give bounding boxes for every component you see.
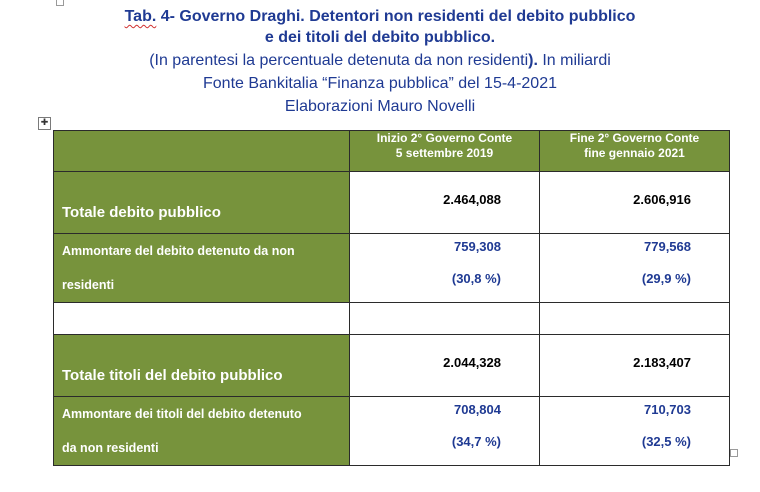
debt-nonresident-label-line1: Ammontare del debito detenuto da non <box>62 244 295 258</box>
securities-nonresident-start-pct: (34,7 %) <box>451 434 501 449</box>
debt-nonresident-start <box>350 234 540 303</box>
table-row-debt-nonresident <box>54 234 730 303</box>
securities-total-end: 2.183,407 <box>540 335 730 397</box>
securities-nonresident-start <box>350 397 540 466</box>
header-start-line1: Inizio 2° Governo Conte <box>376 131 513 145</box>
debt-nonresident-start-pct: (30,8 %) <box>451 271 501 286</box>
empty-cell-1 <box>54 303 350 335</box>
securities-nonresident-end-value: 710,703 <box>644 402 691 417</box>
header-empty-cell <box>54 131 350 172</box>
securities-total-label: Totale titoli del debito pubblico <box>54 335 350 397</box>
securities-total-start: 2.044,328 <box>350 335 540 397</box>
header-end-line2: fine gennaio 2021 <box>584 146 685 160</box>
empty-cell-3 <box>540 303 730 335</box>
caption-line-2: e dei titoli del debito pubblico. <box>264 29 496 46</box>
table-row-debt-total <box>54 172 730 234</box>
debt-nonresident-end-pct: (29,9 %) <box>641 271 691 286</box>
caption-line-3-a: (In parentesi la percentuale detenuta da non residenti <box>149 52 529 69</box>
table-row-empty <box>54 303 730 335</box>
debt-nonresident-end-value: 779,568 <box>644 239 691 254</box>
caption-line-3-b: ). <box>528 52 538 69</box>
empty-cell-2 <box>350 303 540 335</box>
table-row-securities-nonresident <box>54 397 730 466</box>
securities-nonresident-label-line2: da non residenti <box>62 441 159 455</box>
debt-table <box>53 130 730 466</box>
header-row <box>54 131 730 172</box>
caption-tab-label: Tab. <box>124 8 157 25</box>
debt-total-label: Totale debito pubblico <box>54 172 350 234</box>
debt-nonresident-label <box>54 234 350 303</box>
caption-line-3-c: In miliardi <box>537 52 611 69</box>
page-corner-mark-bottom <box>730 449 738 457</box>
header-end-line1: Fine 2° Governo Conte <box>569 131 700 145</box>
move-cross-icon[interactable]: ✚ <box>38 117 51 130</box>
caption-line-3 <box>0 50 760 71</box>
debt-total-end: 2.606,916 <box>540 172 730 234</box>
debt-nonresident-label-line2: residenti <box>62 278 115 292</box>
securities-nonresident-label <box>54 397 350 466</box>
header-end <box>540 131 730 172</box>
securities-nonresident-start-value: 708,804 <box>454 402 501 417</box>
header-start-line2: 5 settembre 2019 <box>395 146 494 160</box>
debt-nonresident-end <box>540 234 730 303</box>
table-row-securities-total <box>54 335 730 397</box>
caption-author: Elaborazioni Mauro Novelli <box>284 98 476 115</box>
debt-nonresident-start-value: 759,308 <box>454 239 501 254</box>
caption-source: Fonte Bankitalia “Finanza pubblica” del 15-4-2021 <box>203 75 557 92</box>
table-caption <box>0 6 760 117</box>
caption-line-1-text: 4- Governo Draghi. Detentori non residenti del debito pubblico <box>156 8 636 25</box>
debt-total-start: 2.464,088 <box>350 172 540 234</box>
securities-nonresident-label-line1: Ammontare dei titoli del debito detenuto <box>62 407 302 421</box>
caption-line-1 <box>0 6 760 27</box>
header-start <box>350 131 540 172</box>
securities-nonresident-end <box>540 397 730 466</box>
securities-nonresident-end-pct: (32,5 %) <box>641 434 691 449</box>
